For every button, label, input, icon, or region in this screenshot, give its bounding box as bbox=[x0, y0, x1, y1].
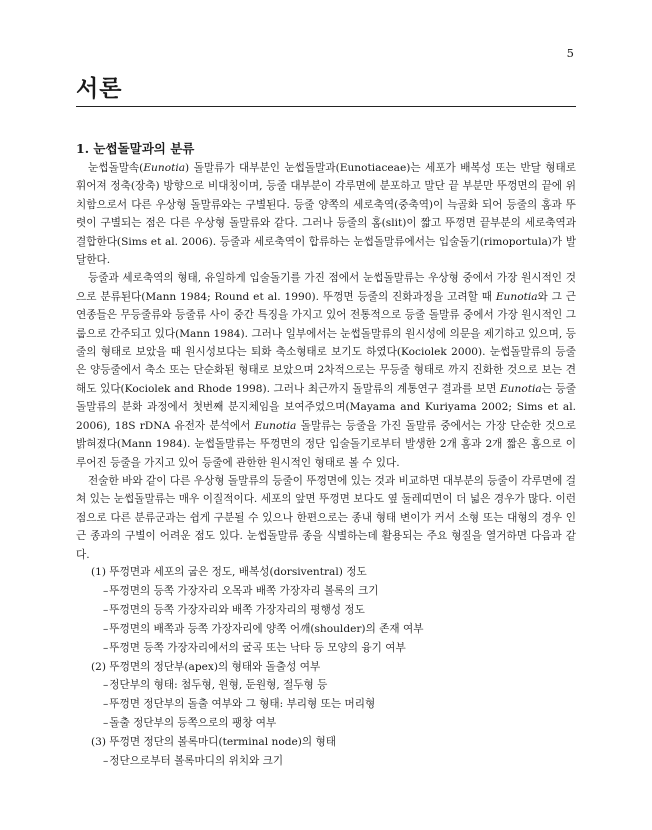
text-run: 와 그 근연종들은 무등줄류와 등줄류 사이 중간 특징을 가지고 있어 전통적으로 등줄 돌말류 중에서 가장 원시적인 그룹으로 간주되고 있다(Mann 1984). 그러나 일부에서는 눈썹돌말류의 원시성에 의문을 제기하고 있으며, 등줄의 형태로 보았을 때 원시성보다는 퇴화 축소형태로 보기도 하였다(Kociolek 2000). 눈썹돌말류의 등줄은 양등줄에서 축소 또는 단순화된 형태로 보았으며 2차적으로는 무등줄 형태로 까지 진화한 것으로 보는 견해도 있다(Kociolek and Rhode 1998). 그러나 최근까지 돌말류의 계통연구 결과를 보면 bbox=[76, 290, 576, 395]
genus-name-italic: Eunotia bbox=[499, 382, 542, 395]
criteria-group-title: (3) 뚜껑면 정단의 볼록마디(terminal node)의 형태 bbox=[91, 736, 336, 749]
chapter-title: 서론 bbox=[76, 76, 123, 102]
criteria-sub-item: – 정단으로부터 볼록마디의 위치와 크기 bbox=[91, 752, 576, 771]
body-paragraph bbox=[76, 269, 576, 471]
page-number: 5 bbox=[566, 46, 574, 60]
text-run: 눈썹돌말속( bbox=[88, 162, 144, 174]
text-run: 돌말류는 등줄을 가진 돌말류 중에서는 가장 단순한 것으로 밝혀졌다(Mann 1984). 눈썹돌말류는 뚜껑면의 정단 입술돌기로부터 발생한 2개 홈과 2개 짧은 홈으로 이루어진 등줄을 가지고 있어 등줄에 관한한 원시적인 형태로 볼 수 있다. bbox=[76, 419, 576, 469]
text-run: ) 돌말류가 대부분인 눈썹돌말과(Eunotiaceae)는 세포가 배복성 또는 반달 형태로 휘어져 정축(장축) 방향으로 비대칭이며, 등줄 대부분이 각루면에 분포하고 말단 끝 부분만 뚜껑면의 끝에 위치함으로서 다른 우상형 돌말류와는 구별된다. 등줄 양쪽의 세로축역(중축역)이 늑골화 되어 등줄의 홈과 뚜렷이 구별되는 점은 다른 우상형 돌말류와 같다. 그러나 등줄의 홈(slit)이 짧고 뚜껑면 끝부분의 세로축역과 결합한다(Sims et al. 2006). 등줄과 세로축역이 합류하는 눈썹돌말류에서는 입술돌기(rimoportula)가 발달한다. bbox=[76, 162, 576, 267]
criteria-sub-item: – 뚜껑면의 등쪽 가장자리와 배쪽 가장자리의 평행성 정도 bbox=[91, 601, 576, 620]
body-paragraph bbox=[76, 159, 576, 269]
title-rule bbox=[76, 106, 576, 107]
criteria-sub-item: – 뚜껑면의 등쪽 가장자리 오목과 배쪽 가장자리 볼록의 크기 bbox=[91, 582, 576, 601]
criteria-group-title: (1) 뚜껑면과 세포의 굽은 정도, 배복성(dorsiventral) 정도 bbox=[91, 566, 367, 578]
genus-name-italic: Eunotia bbox=[495, 290, 538, 303]
criteria-sub-item: – 뚜껑면 정단부의 돌출 여부와 그 형태: 부리형 또는 머리형 bbox=[91, 695, 576, 714]
section-heading: 1. 눈썹돌말과의 분류 bbox=[76, 141, 195, 156]
criteria-list bbox=[91, 563, 576, 771]
criteria-sub-item: – 뚜껑면 등쪽 가장자리에서의 굴곡 또는 낙타 등 모양의 융기 여부 bbox=[91, 639, 576, 658]
genus-name-italic: Eunotia bbox=[143, 162, 186, 174]
body-text bbox=[76, 159, 576, 564]
criteria-sub-item: – 정단부의 형태: 첨두형, 원형, 둔원형, 절두형 등 bbox=[91, 676, 576, 695]
criteria-sub-item: – 뚜껑면의 배쪽과 등쪽 가장자리에 양쪽 어깨(shoulder)의 존재 여부 bbox=[91, 620, 576, 639]
criteria-group-title: (2) 뚜껑면의 정단부(apex)의 형태와 돌출성 여부 bbox=[91, 660, 321, 673]
body-paragraph bbox=[76, 472, 576, 564]
text-run: 는 등줄 돌말류의 분화 과정에서 첫번째 분지체임을 보여주었으며(Mayama and Kuriyama 2002; Sims et al. 2006), 18S rDNA 유전자 분석에서 bbox=[76, 382, 576, 432]
text-run: 전술한 바와 같이 다른 우상형 돌말류의 등줄이 뚜껑면에 있는 것과 비교하면 대부분의 등줄이 각루면에 걸쳐 있는 눈썹돌말류는 매우 이질적이다. 세포의 앞면 뚜껑면 보다도 옆 둘레띠면이 더 넓은 경우가 많다. 이런 점으로 다른 분류군과는 쉽게 구분될 수 있으나 한편으로는 종내 형태 변이가 커서 소형 또는 대형의 경우 인근 종과의 구별이 어려운 점도 있다. 눈썹돌말류 종을 식별하는데 활용되는 주요 형질을 열거하면 다음과 같다. bbox=[76, 474, 576, 561]
genus-name-italic: Eunotia bbox=[254, 419, 297, 432]
text-run: 등줄과 세로축역의 형태, 유일하게 입술돌기를 가진 점에서 눈썹돌말류는 우상형 중에서 가장 원시적인 것으로 분류된다(Mann 1984; Round et al. 1990). 뚜껑면 등줄의 진화과정을 고려할 때 bbox=[76, 272, 576, 303]
criteria-sub-item: – 돌출 정단부의 등쪽으로의 팽창 여부 bbox=[91, 714, 576, 733]
